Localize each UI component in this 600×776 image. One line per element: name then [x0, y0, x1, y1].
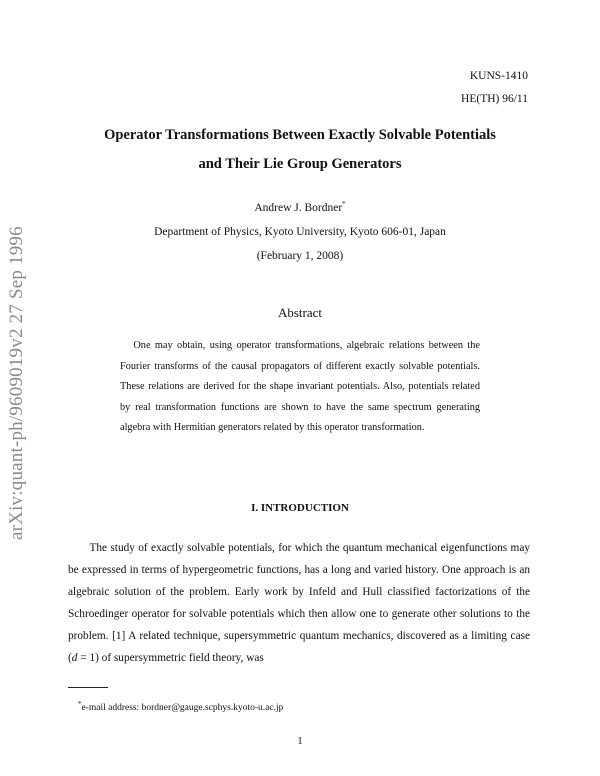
- section-heading: I. INTRODUCTION: [251, 502, 349, 514]
- author-name: Andrew J. Bordner: [254, 202, 343, 214]
- intro-text-before: The study of exactly solvable potentials, for which the quantum mechanical eigenfunctions may be expressed in terms of hypergeometric functions, has a long and varied history. One approach is an algebraic solution of the problem. Early work by Infeld and Hull classified factorizations of the Schroedinger operator for solvable potentials which then allow one to generate other solutions to the problem. [1] A related technique, supersymmetric quantum mechanics, discovered as a limiting case (: [68, 542, 530, 665]
- date: (February 1, 2008): [256, 250, 344, 262]
- math-variable-d: d: [71, 652, 78, 665]
- arxiv-stamp: arXiv:quant-ph/9609019v2 27 Sep 1996: [6, 226, 27, 540]
- introduction-paragraph: [68, 537, 530, 670]
- footnote-rule: [68, 687, 108, 688]
- author-footnote-mark: *: [342, 200, 346, 209]
- paper-title-line-2: and Their Lie Group Generators: [198, 156, 402, 172]
- report-number-2: HE(TH) 96/11: [461, 93, 528, 105]
- affiliation: Department of Physics, Kyoto University, Kyoto 606-01, Japan: [154, 226, 446, 238]
- report-number-1: KUNS-1410: [469, 70, 528, 82]
- paper-title-line-1: Operator Transformations Between Exactly Solvable Potentials: [104, 127, 496, 143]
- abstract-text: One may obtain, using operator transformations, algebraic relations between the Fourier transforms of the causal propagators of different exactly solvable potentials. These relations are derived for the shape invariant potentials. Also, potentials related by real transformation functions are shown to have the same spectrum generating algebra with Hermitian generators related by this operator transformation.: [120, 340, 480, 434]
- footnote-mark: *: [78, 699, 82, 708]
- author: [60, 202, 540, 214]
- page-number: 1: [297, 735, 303, 747]
- footnote-text: e-mail address: bordner@gauge.scphys.kyoto-u.ac.jp: [81, 703, 284, 713]
- intro-text-rest: = 1) of supersymmetric field theory, was: [77, 652, 264, 665]
- footnote: [78, 699, 284, 713]
- abstract-heading: Abstract: [277, 305, 323, 320]
